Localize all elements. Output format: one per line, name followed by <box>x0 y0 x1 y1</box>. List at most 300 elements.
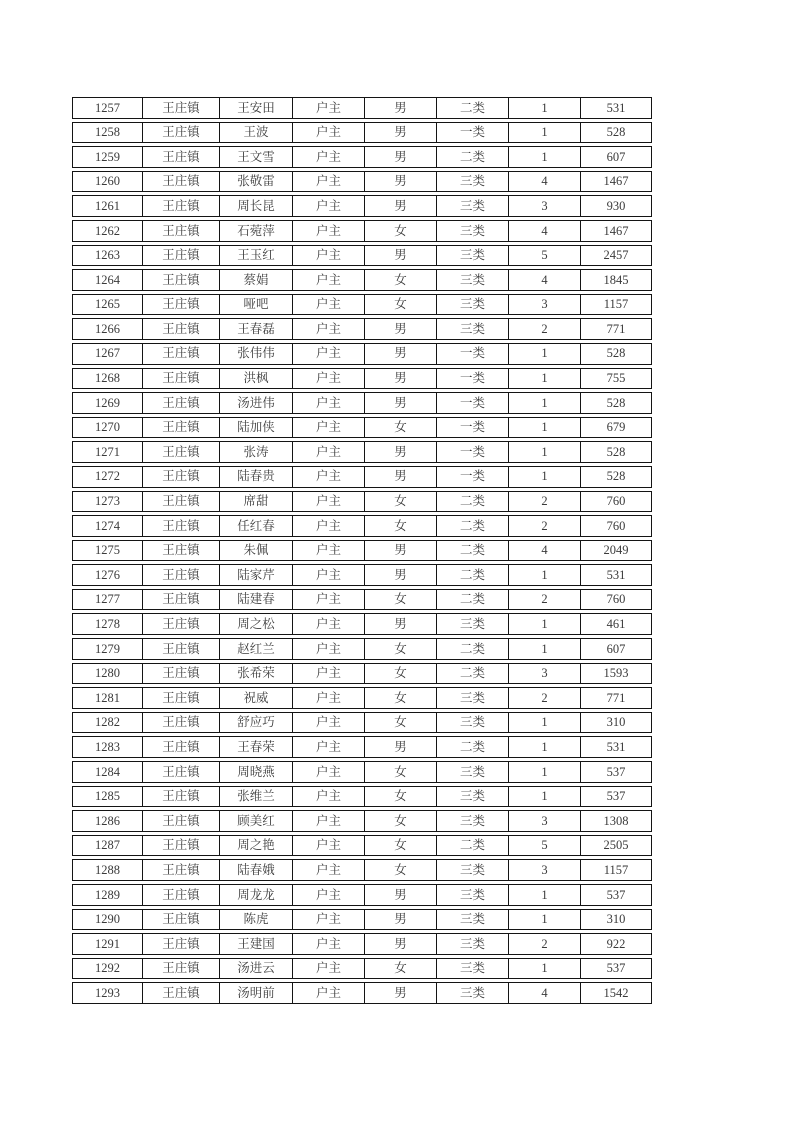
table-cell-count: 1 <box>509 910 581 930</box>
table-cell-count: 1 <box>509 713 581 733</box>
table-cell-relation: 户主 <box>293 639 365 659</box>
table-cell-amount: 537 <box>606 961 626 976</box>
table-cell-gender: 女 <box>365 221 437 241</box>
table-cell-category: 三类 <box>437 983 509 1003</box>
table-cell-town: 王庄镇 <box>143 590 220 610</box>
table-cell-gender: 女 <box>365 664 437 684</box>
table-cell-serial: 1290 <box>73 910 143 930</box>
table-cell-category: 三类 <box>437 221 509 241</box>
table-cell-serial: 1281 <box>73 688 143 708</box>
table-cell-amount: 310 <box>606 912 626 927</box>
table-cell-town: 王庄镇 <box>143 836 220 856</box>
table-cell-count: 1 <box>509 123 581 143</box>
table-cell-amount: 528 <box>606 346 626 361</box>
table-row <box>72 195 652 217</box>
table-cell-amount: 771 <box>606 690 626 705</box>
table-cell-relation: 户主 <box>293 516 365 536</box>
table-cell-category: 三类 <box>437 934 509 954</box>
table-cell-category: 三类 <box>437 860 509 880</box>
table-cell-amount: 528 <box>606 444 626 459</box>
table-cell-gender: 男 <box>365 541 437 561</box>
table-cell-amount: 461 <box>606 617 626 632</box>
table-cell-name: 任红春 <box>220 516 293 536</box>
table-cell-serial: 1275 <box>73 541 143 561</box>
table-cell-gender: 女 <box>365 688 437 708</box>
table-cell-category: 一类 <box>437 467 509 487</box>
table-cell-relation: 户主 <box>293 762 365 782</box>
table-cell-town: 王庄镇 <box>143 565 220 585</box>
table-cell-category: 三类 <box>437 196 509 216</box>
table-cell-relation: 户主 <box>293 860 365 880</box>
table-cell-relation: 户主 <box>293 983 365 1003</box>
table-row <box>72 171 652 193</box>
table-row <box>72 687 652 709</box>
table-cell-relation: 户主 <box>293 393 365 413</box>
table-cell-serial: 1274 <box>73 516 143 536</box>
table-cell-serial: 1264 <box>73 270 143 290</box>
table-cell-town: 王庄镇 <box>143 270 220 290</box>
table-cell-count: 1 <box>509 885 581 905</box>
table-cell-count: 3 <box>509 811 581 831</box>
table-cell-town: 王庄镇 <box>143 885 220 905</box>
table-cell-serial: 1279 <box>73 639 143 659</box>
table-cell-serial: 1268 <box>73 369 143 389</box>
table-row <box>72 540 652 562</box>
table-cell-relation: 户主 <box>293 467 365 487</box>
table-cell-category: 三类 <box>437 713 509 733</box>
table-row <box>72 835 652 857</box>
table-cell-gender: 男 <box>365 147 437 167</box>
table-cell-category: 三类 <box>437 246 509 266</box>
table-cell-serial: 1286 <box>73 811 143 831</box>
table-cell-serial: 1283 <box>73 737 143 757</box>
table-cell-count: 1 <box>509 787 581 807</box>
table-cell-count: 3 <box>509 295 581 315</box>
table-cell-town: 王庄镇 <box>143 319 220 339</box>
table-cell-name: 王玉红 <box>220 246 293 266</box>
table-cell-town: 王庄镇 <box>143 492 220 512</box>
table-cell-amount: 1467 <box>603 174 629 189</box>
table-cell-serial: 1266 <box>73 319 143 339</box>
table-cell-count: 5 <box>509 246 581 266</box>
table-cell-town: 王庄镇 <box>143 123 220 143</box>
table-cell-category: 三类 <box>437 787 509 807</box>
table-cell-name: 张涛 <box>220 442 293 462</box>
table-cell-category: 三类 <box>437 762 509 782</box>
table-cell-relation: 户主 <box>293 910 365 930</box>
table-cell-name: 周之松 <box>220 614 293 634</box>
table-cell-serial: 1291 <box>73 934 143 954</box>
table-row <box>72 958 652 980</box>
table-cell-town: 王庄镇 <box>143 811 220 831</box>
table-cell-serial: 1260 <box>73 172 143 192</box>
table-cell-gender: 女 <box>365 959 437 979</box>
table-cell-category: 二类 <box>437 541 509 561</box>
table-cell-relation: 户主 <box>293 344 365 364</box>
table-cell-category: 三类 <box>437 172 509 192</box>
table-cell-town: 王庄镇 <box>143 221 220 241</box>
table-row <box>72 245 652 267</box>
table-cell-town: 王庄镇 <box>143 762 220 782</box>
table-row <box>72 294 652 316</box>
table-cell-name: 王安田 <box>220 98 293 118</box>
table-cell-count: 3 <box>509 196 581 216</box>
table-cell-serial: 1272 <box>73 467 143 487</box>
table-cell-category: 三类 <box>437 270 509 290</box>
table-cell-relation: 户主 <box>293 319 365 339</box>
table-cell-town: 王庄镇 <box>143 393 220 413</box>
table-cell-town: 王庄镇 <box>143 664 220 684</box>
table-cell-name: 周长昆 <box>220 196 293 216</box>
table-cell-name: 洪枫 <box>220 369 293 389</box>
table-row <box>72 417 652 439</box>
table-cell-serial: 1273 <box>73 492 143 512</box>
table-cell-category: 一类 <box>437 442 509 462</box>
table-cell-name: 张伟伟 <box>220 344 293 364</box>
table-cell-gender: 男 <box>365 123 437 143</box>
table-cell-amount: 528 <box>606 125 626 140</box>
table-cell-gender: 女 <box>365 762 437 782</box>
table-row <box>72 343 652 365</box>
table-cell-serial: 1267 <box>73 344 143 364</box>
table-cell-town: 王庄镇 <box>143 787 220 807</box>
table-cell-category: 二类 <box>437 737 509 757</box>
table-cell-count: 2 <box>509 492 581 512</box>
table-cell-gender: 男 <box>365 344 437 364</box>
table-cell-count: 4 <box>509 270 581 290</box>
table-row <box>72 933 652 955</box>
table-cell-relation: 户主 <box>293 590 365 610</box>
table-cell-town: 王庄镇 <box>143 344 220 364</box>
table-cell-amount: 528 <box>606 395 626 410</box>
table-row <box>72 368 652 390</box>
table-cell-town: 王庄镇 <box>143 98 220 118</box>
table-cell-name: 陆春贵 <box>220 467 293 487</box>
table-cell-category: 三类 <box>437 295 509 315</box>
table-cell-amount: 922 <box>606 936 626 951</box>
table-cell-gender: 男 <box>365 319 437 339</box>
table-cell-name: 席甜 <box>220 492 293 512</box>
table-row <box>72 441 652 463</box>
table-cell-town: 王庄镇 <box>143 172 220 192</box>
table-cell-relation: 户主 <box>293 836 365 856</box>
table-cell-count: 1 <box>509 344 581 364</box>
table-cell-name: 王春荣 <box>220 737 293 757</box>
table-cell-category: 一类 <box>437 123 509 143</box>
table-cell-town: 王庄镇 <box>143 614 220 634</box>
table-cell-gender: 男 <box>365 393 437 413</box>
table-cell-name: 祝威 <box>220 688 293 708</box>
table-cell-relation: 户主 <box>293 418 365 438</box>
table-cell-name: 哑吧 <box>220 295 293 315</box>
table-row <box>72 859 652 881</box>
table-cell-name: 王建国 <box>220 934 293 954</box>
table-cell-amount: 1467 <box>603 223 629 238</box>
table-cell-count: 2 <box>509 934 581 954</box>
table-cell-gender: 女 <box>365 787 437 807</box>
table-cell-serial: 1263 <box>73 246 143 266</box>
table-cell-serial: 1271 <box>73 442 143 462</box>
table-cell-category: 三类 <box>437 959 509 979</box>
table-row <box>72 810 652 832</box>
table-row <box>72 146 652 168</box>
table-row <box>72 318 652 340</box>
table-cell-town: 王庄镇 <box>143 959 220 979</box>
table-row <box>72 122 652 144</box>
table-cell-name: 陆春娥 <box>220 860 293 880</box>
table-cell-relation: 户主 <box>293 147 365 167</box>
table-cell-name: 朱佩 <box>220 541 293 561</box>
table-cell-name: 周龙龙 <box>220 885 293 905</box>
table-cell-name: 舒应巧 <box>220 713 293 733</box>
table-cell-amount: 760 <box>606 518 626 533</box>
table-cell-count: 1 <box>509 467 581 487</box>
table-cell-town: 王庄镇 <box>143 934 220 954</box>
table-cell-name: 张敬雷 <box>220 172 293 192</box>
table-cell-category: 二类 <box>437 664 509 684</box>
table-row <box>72 466 652 488</box>
table-cell-gender: 女 <box>365 590 437 610</box>
table-cell-name: 周之艳 <box>220 836 293 856</box>
table-cell-gender: 女 <box>365 811 437 831</box>
table-row <box>72 220 652 242</box>
table-cell-category: 三类 <box>437 910 509 930</box>
table-cell-serial: 1280 <box>73 664 143 684</box>
table-cell-amount: 771 <box>606 321 626 336</box>
table-cell-category: 二类 <box>437 590 509 610</box>
table-cell-category: 一类 <box>437 418 509 438</box>
table-cell-gender: 男 <box>365 983 437 1003</box>
table-cell-gender: 女 <box>365 270 437 290</box>
table-cell-amount: 1593 <box>603 666 629 681</box>
table-cell-amount: 755 <box>606 371 626 386</box>
table-cell-relation: 户主 <box>293 885 365 905</box>
table-cell-count: 1 <box>509 369 581 389</box>
table-cell-amount: 531 <box>606 739 626 754</box>
table-cell-count: 1 <box>509 614 581 634</box>
table-cell-amount: 679 <box>606 420 626 435</box>
table-cell-gender: 女 <box>365 836 437 856</box>
table-cell-town: 王庄镇 <box>143 737 220 757</box>
table-row <box>72 786 652 808</box>
table-row <box>72 736 652 758</box>
table-cell-relation: 户主 <box>293 713 365 733</box>
table-cell-serial: 1284 <box>73 762 143 782</box>
table-cell-amount: 1157 <box>603 297 629 312</box>
table-cell-name: 汤进云 <box>220 959 293 979</box>
table-cell-relation: 户主 <box>293 664 365 684</box>
table-cell-amount: 607 <box>606 641 626 656</box>
table-cell-town: 王庄镇 <box>143 369 220 389</box>
table-cell-category: 三类 <box>437 811 509 831</box>
table-cell-amount: 760 <box>606 592 626 607</box>
table-row <box>72 564 652 586</box>
table-cell-town: 王庄镇 <box>143 860 220 880</box>
table-cell-category: 三类 <box>437 885 509 905</box>
table-cell-serial: 1289 <box>73 885 143 905</box>
table-cell-count: 5 <box>509 836 581 856</box>
table-cell-relation: 户主 <box>293 270 365 290</box>
table-cell-category: 三类 <box>437 319 509 339</box>
table-cell-amount: 2049 <box>603 543 629 558</box>
table-cell-category: 二类 <box>437 639 509 659</box>
table-cell-count: 1 <box>509 565 581 585</box>
table-cell-category: 二类 <box>437 565 509 585</box>
table-cell-serial: 1292 <box>73 959 143 979</box>
table-cell-relation: 户主 <box>293 688 365 708</box>
table-cell-town: 王庄镇 <box>143 418 220 438</box>
table-cell-relation: 户主 <box>293 787 365 807</box>
table-cell-amount: 1845 <box>603 272 629 287</box>
table-cell-serial: 1288 <box>73 860 143 880</box>
table-cell-town: 王庄镇 <box>143 713 220 733</box>
table-cell-amount: 528 <box>606 469 626 484</box>
table-row <box>72 269 652 291</box>
table-cell-gender: 女 <box>365 516 437 536</box>
table-cell-town: 王庄镇 <box>143 983 220 1003</box>
table-row <box>72 909 652 931</box>
table-cell-relation: 户主 <box>293 492 365 512</box>
table-cell-amount: 537 <box>606 887 626 902</box>
table-cell-name: 陆家芹 <box>220 565 293 585</box>
table-cell-relation: 户主 <box>293 934 365 954</box>
table-cell-town: 王庄镇 <box>143 246 220 266</box>
table-cell-serial: 1277 <box>73 590 143 610</box>
table-cell-name: 汤进伟 <box>220 393 293 413</box>
table-cell-town: 王庄镇 <box>143 147 220 167</box>
table-cell-relation: 户主 <box>293 196 365 216</box>
table-cell-gender: 男 <box>365 98 437 118</box>
table-cell-category: 一类 <box>437 344 509 364</box>
table-cell-relation: 户主 <box>293 295 365 315</box>
table-cell-gender: 男 <box>365 885 437 905</box>
table-cell-town: 王庄镇 <box>143 442 220 462</box>
table-cell-relation: 户主 <box>293 442 365 462</box>
table-row <box>72 761 652 783</box>
table-cell-gender: 男 <box>365 614 437 634</box>
table-cell-gender: 女 <box>365 418 437 438</box>
table-cell-gender: 男 <box>365 934 437 954</box>
table-cell-amount: 607 <box>606 149 626 164</box>
table-cell-amount: 760 <box>606 494 626 509</box>
table-row <box>72 589 652 611</box>
table-cell-name: 王文雪 <box>220 147 293 167</box>
table-cell-amount: 1308 <box>603 813 629 828</box>
table-cell-count: 1 <box>509 639 581 659</box>
table-cell-serial: 1261 <box>73 196 143 216</box>
table-cell-town: 王庄镇 <box>143 196 220 216</box>
table-cell-amount: 1157 <box>603 862 629 877</box>
table-cell-town: 王庄镇 <box>143 541 220 561</box>
table-cell-gender: 女 <box>365 639 437 659</box>
table-cell-gender: 男 <box>365 442 437 462</box>
table-row <box>72 663 652 685</box>
table-cell-gender: 女 <box>365 713 437 733</box>
table-cell-category: 一类 <box>437 369 509 389</box>
table-cell-category: 二类 <box>437 836 509 856</box>
table-row <box>72 613 652 635</box>
data-table <box>72 97 652 1004</box>
table-cell-name: 陆建春 <box>220 590 293 610</box>
table-cell-category: 一类 <box>437 393 509 413</box>
table-cell-gender: 男 <box>365 565 437 585</box>
table-row <box>72 712 652 734</box>
table-cell-gender: 女 <box>365 295 437 315</box>
table-cell-relation: 户主 <box>293 98 365 118</box>
table-cell-amount: 537 <box>606 764 626 779</box>
table-cell-amount: 531 <box>606 100 626 115</box>
table-cell-count: 3 <box>509 664 581 684</box>
table-cell-relation: 户主 <box>293 737 365 757</box>
table-cell-gender: 男 <box>365 172 437 192</box>
table-cell-count: 1 <box>509 959 581 979</box>
table-cell-gender: 男 <box>365 196 437 216</box>
table-cell-name: 陈虎 <box>220 910 293 930</box>
table-cell-amount: 1542 <box>603 985 629 1000</box>
table-row <box>72 392 652 414</box>
table-cell-town: 王庄镇 <box>143 688 220 708</box>
table-cell-name: 张维兰 <box>220 787 293 807</box>
table-cell-count: 4 <box>509 221 581 241</box>
table-cell-name: 陆加侠 <box>220 418 293 438</box>
table-cell-name: 顾美红 <box>220 811 293 831</box>
table-row <box>72 97 652 119</box>
table-cell-relation: 户主 <box>293 541 365 561</box>
table-cell-count: 1 <box>509 418 581 438</box>
table-cell-count: 1 <box>509 393 581 413</box>
table-cell-count: 4 <box>509 541 581 561</box>
table-cell-relation: 户主 <box>293 246 365 266</box>
table-cell-serial: 1285 <box>73 787 143 807</box>
table-cell-name: 石菀萍 <box>220 221 293 241</box>
table-cell-count: 3 <box>509 860 581 880</box>
table-row <box>72 515 652 537</box>
table-cell-amount: 2505 <box>603 838 629 853</box>
table-cell-category: 三类 <box>437 614 509 634</box>
table-cell-category: 二类 <box>437 98 509 118</box>
table-cell-town: 王庄镇 <box>143 639 220 659</box>
table-cell-category: 二类 <box>437 516 509 536</box>
table-row <box>72 491 652 513</box>
table-cell-serial: 1270 <box>73 418 143 438</box>
table-cell-serial: 1278 <box>73 614 143 634</box>
table-cell-serial: 1262 <box>73 221 143 241</box>
table-cell-serial: 1257 <box>73 98 143 118</box>
table-cell-town: 王庄镇 <box>143 910 220 930</box>
table-cell-name: 周晓燕 <box>220 762 293 782</box>
table-cell-gender: 男 <box>365 910 437 930</box>
table-cell-gender: 男 <box>365 467 437 487</box>
table-cell-count: 1 <box>509 147 581 167</box>
table-cell-name: 汤明前 <box>220 983 293 1003</box>
table-cell-amount: 2457 <box>603 248 629 263</box>
table-row <box>72 982 652 1004</box>
table-cell-serial: 1282 <box>73 713 143 733</box>
table-cell-town: 王庄镇 <box>143 467 220 487</box>
table-cell-town: 王庄镇 <box>143 295 220 315</box>
table-cell-gender: 男 <box>365 369 437 389</box>
table-cell-serial: 1269 <box>73 393 143 413</box>
table-cell-count: 2 <box>509 516 581 536</box>
table-cell-name: 王春磊 <box>220 319 293 339</box>
table-cell-serial: 1258 <box>73 123 143 143</box>
table-cell-relation: 户主 <box>293 369 365 389</box>
table-cell-category: 二类 <box>437 492 509 512</box>
table-cell-serial: 1287 <box>73 836 143 856</box>
table-cell-relation: 户主 <box>293 811 365 831</box>
table-cell-serial: 1265 <box>73 295 143 315</box>
table-cell-name: 张希荣 <box>220 664 293 684</box>
